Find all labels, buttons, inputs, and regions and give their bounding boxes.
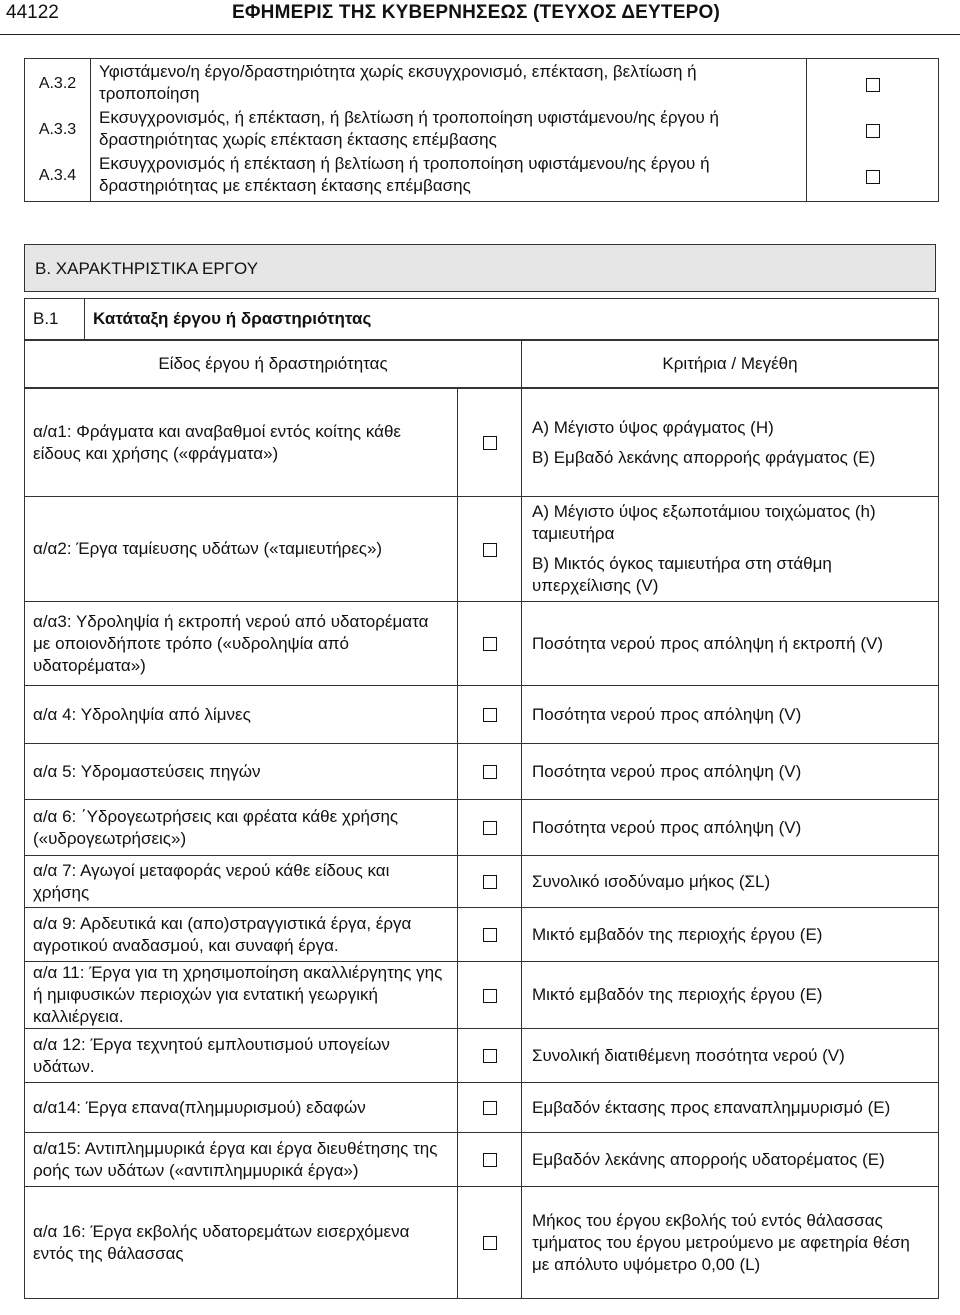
row-checkbox[interactable]: [483, 1101, 497, 1115]
b1-column-headers: [24, 340, 939, 388]
criteria-cell: [522, 1083, 939, 1133]
checkbox-a32[interactable]: [866, 78, 880, 92]
table-row: [25, 800, 939, 856]
project-type-cell: α/α 5: Υδρομαστεύσεις πηγών: [25, 744, 458, 800]
project-type-cell: α/α 9: Αρδευτικά και (απο)στραγγιστικά έργα, έργα αγροτικού αναδασμού, και συναφή έργα.: [25, 908, 458, 962]
project-type-cell: α/α 7: Αγωγοί μεταφοράς νερού κάθε είδους και χρήσης: [25, 856, 458, 908]
row-checkbox[interactable]: [483, 765, 497, 779]
project-type-cell: α/α 11: Έργα για τη χρησιμοποίηση ακαλλιέργητης γης ή ημιφυσικών περιοχών για εντατική γεωργική καλλιέργεια.: [25, 962, 458, 1029]
checkbox-cell: [458, 962, 522, 1029]
checkbox-cell: [458, 1029, 522, 1083]
table-row: [25, 1187, 939, 1299]
criterion-text: Μικτό εμβαδόν της περιοχής έργου (Ε): [532, 985, 823, 1004]
criterion-text: Εμβαδόν λεκάνης απορροής υδατορέματος (Ε): [532, 1149, 885, 1169]
checkbox-cell: [458, 686, 522, 744]
criteria-cell: [522, 744, 939, 800]
section-b-title: Β. ΧΑΡΑΚΤΗΡΙΣΤΙΚΑ ΕΡΓΟΥ: [24, 244, 936, 292]
b1-classification-table: [24, 388, 939, 1299]
b1-number: Β.1: [25, 299, 85, 340]
b1-title: Κατάταξη έργου ή δραστηριότητας: [85, 299, 939, 340]
criterion-text: Μήκος του έργου εκβολής τού εντός θάλασσας τμήματος του έργου μετρούμενο με αφετηρία θέση με απόλυτο υψόμετρο 0,00 (L): [532, 1210, 910, 1274]
criterion-text: Μικτό εμβαδόν της περιοχής έργου (Ε): [532, 924, 823, 944]
table-row: [25, 856, 939, 908]
project-type-cell: α/α3: Υδροληψία ή εκτροπή νερού από υδατορέματα με οποιονδήποτε τρόπο («υδροληψία από υδατορέματα»): [25, 602, 458, 686]
criteria-cell: [522, 856, 939, 908]
criteria-cell: [522, 1187, 939, 1299]
project-type-cell: α/α 16: Έργα εκβολής υδατορεμάτων εισερχόμενα εντός της θάλασσας: [25, 1187, 458, 1299]
criterion-text: Συνολική διατιθέμενη ποσότητα νερού (V): [532, 1045, 845, 1065]
criteria-cell: [522, 497, 939, 602]
criterion-text: Ποσότητα νερού προς απόληψη (V): [532, 761, 802, 781]
row-checkbox[interactable]: [483, 821, 497, 835]
table-row: [25, 686, 939, 744]
checkbox-cell: [458, 800, 522, 856]
section-a-checkboxes: [807, 59, 939, 202]
project-type-cell: α/α2: Έργα ταμίευσης υδάτων («ταμιευτήρες»): [25, 497, 458, 602]
criteria-cell: [522, 602, 939, 686]
row-checkbox[interactable]: [483, 989, 497, 1003]
checkbox-cell: [458, 744, 522, 800]
criterion-text: Β) Εμβαδό λεκάνης απορροής φράγματος (Ε): [532, 447, 876, 467]
section-a-codes: [25, 59, 91, 202]
row-checkbox[interactable]: [483, 637, 497, 651]
criterion-text: Εμβαδόν έκτασης προς επαναπλημμυρισμό (Ε): [532, 1097, 891, 1117]
column-header-type: Είδος έργου ή δραστηριότητας: [25, 341, 522, 388]
project-type-cell: α/α14: Έργα επανα(πλημμυρισμού) εδαφών: [25, 1083, 458, 1133]
criterion-text: Α) Μέγιστο ύψος εξωποτάμιου τοιχώματος (h) ταμιευτήρα: [532, 502, 876, 543]
header-rule: [0, 34, 960, 35]
code-a33: A.3.3: [38, 121, 77, 138]
criteria-cell: [522, 1029, 939, 1083]
criterion-text: Ποσότητα νερού προς απόληψη (V): [532, 704, 802, 724]
row-checkbox[interactable]: [483, 928, 497, 942]
criteria-cell: [522, 1133, 939, 1187]
project-type-cell: α/α1: Φράγματα και αναβαθμοί εντός κοίτης κάθε είδους και χρήσης («φράγματα»): [25, 389, 458, 497]
table-row: [25, 602, 939, 686]
project-type-cell: α/α 12: Έργα τεχνητού εμπλουτισμού υπογείων υδάτων.: [25, 1029, 458, 1083]
row-checkbox[interactable]: [483, 708, 497, 722]
checkbox-cell: [458, 1083, 522, 1133]
row-checkbox[interactable]: [483, 436, 497, 450]
criteria-cell: [522, 686, 939, 744]
project-type-cell: α/α 4: Υδροληψία από λίμνες: [25, 686, 458, 744]
gazette-title: ΕΦΗΜΕΡΙΣ ΤΗΣ ΚΥΒΕΡΝΗΣΕΩΣ (ΤΕΥΧΟΣ ΔΕΥΤΕΡΟ): [232, 2, 720, 23]
checkbox-cell: [458, 856, 522, 908]
row-checkbox[interactable]: [483, 1049, 497, 1063]
table-row: [25, 1133, 939, 1187]
section-a-table: [24, 58, 939, 202]
criterion-text: Α) Μέγιστο ύψος φράγματος (Η): [532, 417, 774, 437]
row-checkbox[interactable]: [483, 1236, 497, 1250]
row-checkbox[interactable]: [483, 543, 497, 557]
checkbox-a34[interactable]: [866, 170, 880, 184]
page-number: 44122: [6, 2, 59, 23]
table-row: [25, 962, 939, 1029]
table-row: [25, 744, 939, 800]
item-a32: Υφιστάμενο/η έργο/δραστηριότητα χωρίς εκσυγχρονισμό, επέκταση, βελτίωση ή τροποποίηση: [99, 62, 697, 103]
criteria-cell: [522, 800, 939, 856]
checkbox-cell: [458, 389, 522, 497]
table-row: [25, 1083, 939, 1133]
criteria-cell: [522, 389, 939, 497]
table-row: [25, 908, 939, 962]
criterion-text: Συνολικό ισοδύναμο μήκος (ΣL): [532, 871, 771, 891]
table-row: [25, 497, 939, 602]
code-a34: A.3.4: [38, 167, 77, 184]
checkbox-cell: [458, 1187, 522, 1299]
code-a32: A.3.2: [38, 75, 77, 92]
section-a-items: [91, 59, 807, 202]
criterion-text: Ποσότητα νερού προς απόληψη (V): [532, 817, 802, 837]
checkbox-cell: [458, 602, 522, 686]
checkbox-cell: [458, 1133, 522, 1187]
criteria-cell: [522, 962, 939, 1029]
checkbox-cell: [458, 908, 522, 962]
row-checkbox[interactable]: [483, 1153, 497, 1167]
criterion-text: Β) Μικτός όγκος ταμιευτήρα στη στάθμη υπερχείλισης (V): [532, 554, 832, 595]
table-row: [25, 389, 939, 497]
row-checkbox[interactable]: [483, 875, 497, 889]
column-header-criteria: Κριτήρια / Μεγέθη: [522, 341, 939, 388]
item-a33: Εκσυγχρονισμός, ή επέκταση, ή βελτίωση ή τροποποίηση υφιστάμενου/ης έργου ή δραστηριότητας χωρίς επέκταση έκτασης επέμβασης: [99, 108, 719, 149]
table-row: [25, 1029, 939, 1083]
checkbox-a33[interactable]: [866, 124, 880, 138]
b1-title-row: [24, 298, 939, 340]
project-type-cell: α/α 6: ΄Υδρογεωτρήσεις και φρέατα κάθε χρήσης («υδρογεωτρήσεις»): [25, 800, 458, 856]
criteria-cell: [522, 908, 939, 962]
item-a34: Εκσυγχρονισμός ή επέκταση ή βελτίωση ή τροποποίηση υφιστάμενου/ης έργου ή δραστηριότητας με επέκταση έκτασης επέμβασης: [99, 154, 710, 195]
criterion-text: Ποσότητα νερού προς απόληψη ή εκτροπή (V): [532, 633, 883, 653]
checkbox-cell: [458, 497, 522, 602]
project-type-cell: α/α15: Αντιπλημμυρικά έργα και έργα διευθέτησης της ροής των υδάτων («αντιπλημμυρικά έργα»): [25, 1133, 458, 1187]
